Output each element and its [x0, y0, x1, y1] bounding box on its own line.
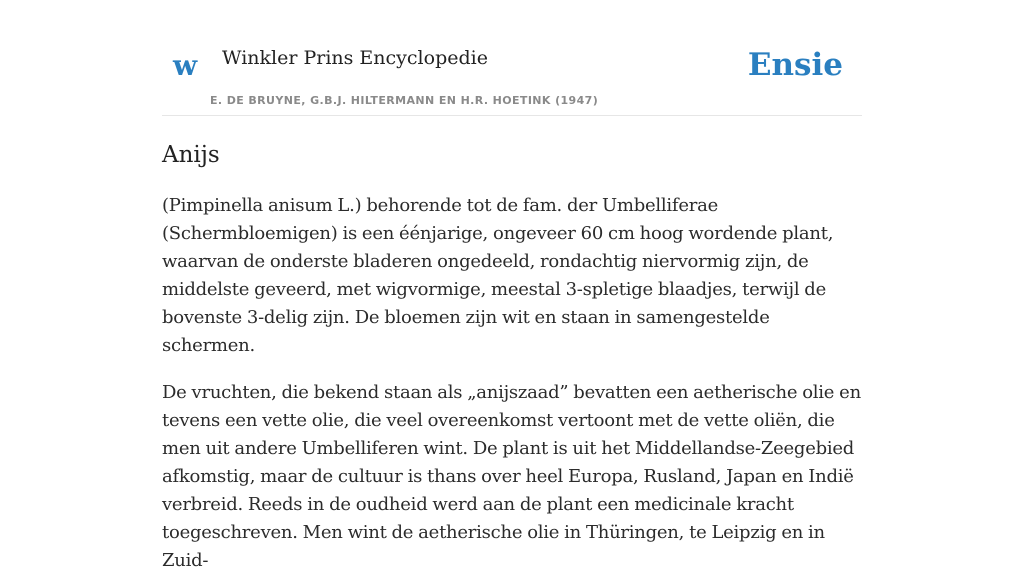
article-paragraph: De vruchten, die bekend staan als „anijszaad” bevatten een aetherische olie en tevens een vette olie, die veel overeenkomst vertoont met de vette oliën, die men uit andere Umbelliferen wint. De plant is uit het Middellandse-Zeegebied afkomstig, maar de cultuur is thans over heel Europa, Rusland, Japan en Indië verbreid. Reeds in de oudheid werd aan de plant een medicinale kracht toegeschreven. Men wint de aetherische olie in Thüringen, te Leipzig en in Zuid-: [162, 382, 861, 571]
source-header: [162, 0, 862, 116]
brand-logo-link[interactable]: Ensie: [747, 47, 843, 83]
content-column: [162, 0, 862, 575]
source-title[interactable]: Winkler Prins Encyclopedie: [222, 47, 488, 69]
source-logo[interactable]: w: [173, 49, 198, 82]
article-paragraph: (Pimpinella anisum L.) behorende tot de fam. der Umbelliferae (Schermbloemigen) is een éénjarige, ongeveer 60 cm hoog wordende plant, waarvan de onderste bladeren ongedeeld, rondachtig niervormig zijn, de middelste geveerd, met wigvormige, meestal 3-spletige blaadjes, terwijl de bovenste 3-delig zijn. De bloemen zijn wit en staan in samengestelde schermen.: [162, 195, 834, 356]
source-authors: E. DE BRUYNE, G.B.J. HILTERMANN EN H.R. HOETINK (1947): [210, 94, 599, 107]
article-title: Anijs: [162, 142, 220, 168]
